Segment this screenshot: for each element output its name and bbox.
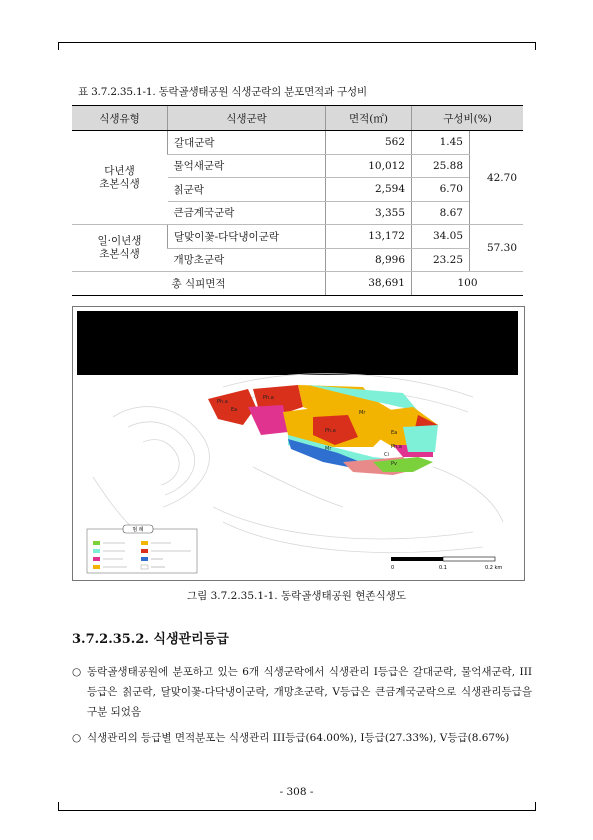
total-area: 38,691 bbox=[326, 272, 412, 296]
table-caption: 표 3.7.2.35.1-1. 동락골생태공원 식생군락의 분포면적과 구성비 bbox=[78, 86, 367, 98]
map-label-ph-a: Ph.a bbox=[217, 399, 228, 405]
bullet-icon: ○ bbox=[72, 666, 82, 678]
community-cell: 물억새군락 bbox=[168, 154, 326, 178]
page-number: - 308 - bbox=[279, 786, 314, 798]
scale-label-mid: 0.1 bbox=[439, 565, 447, 571]
map-label-ph-a: Ph.a bbox=[263, 395, 274, 401]
ratio-cell: 6.70 bbox=[412, 178, 470, 202]
area-cell: 3,355 bbox=[326, 201, 412, 225]
paragraph-1 bbox=[72, 662, 532, 722]
legend-swatch bbox=[141, 549, 148, 553]
header-type: 식생유형 bbox=[72, 106, 168, 131]
page-border-top bbox=[58, 42, 536, 43]
subtotal-cell: 57.30 bbox=[470, 225, 524, 272]
page-border-bottom-right bbox=[535, 802, 536, 810]
group-type: 다년생 초본식생 bbox=[72, 131, 168, 225]
legend-title: 범 례 bbox=[132, 527, 144, 533]
table-row bbox=[72, 131, 523, 155]
map-label-mr: Mr bbox=[325, 446, 332, 452]
ratio-cell: 25.88 bbox=[412, 154, 470, 178]
paragraph-text: 동락골생태공원에 분포하고 있는 6개 식생군락에서 식생관리 I등급은 갈대군락, 물억새군락, III등급은 칡군락, 달맞이꽃-다닥냉이군락, 개망초군락, V등급은 큰금계국군락으로 식생관리등급을 구분 되었음 bbox=[87, 666, 532, 718]
map-label-ea: Ea bbox=[391, 430, 398, 436]
ratio-cell: 8.67 bbox=[412, 201, 470, 225]
bullet-icon: ○ bbox=[72, 732, 82, 744]
page-border-left bbox=[58, 42, 59, 50]
vegetation-table bbox=[72, 105, 523, 296]
community-cell: 갈대군락 bbox=[168, 131, 326, 155]
section-title: 3.7.2.35.2. 식생관리등급 bbox=[72, 632, 229, 647]
table-row bbox=[72, 225, 523, 249]
area-cell: 10,012 bbox=[326, 154, 412, 178]
vegetation-map bbox=[72, 306, 525, 581]
figure-caption: 그림 3.7.2.35.1-1. 동락골생태공원 현존식생도 bbox=[186, 590, 406, 602]
area-cell: 562 bbox=[326, 131, 412, 155]
scale-bar bbox=[391, 557, 502, 571]
ratio-cell: 1.45 bbox=[412, 131, 470, 155]
legend-swatch bbox=[141, 541, 148, 545]
paragraph-text: 식생관리의 등급별 면적분포는 식생관리 III등급(64.00%), I등급(27.33%), V등급(8.67%) bbox=[87, 732, 510, 744]
header-ratio: 구성비(%) bbox=[412, 106, 524, 131]
page-border-bottom bbox=[58, 810, 536, 811]
map-label-pv: Pv bbox=[391, 461, 397, 467]
map-legend bbox=[87, 525, 197, 573]
legend-swatch bbox=[141, 557, 148, 561]
ratio-cell: 23.25 bbox=[412, 248, 470, 272]
community-cell: 개망초군락 bbox=[168, 248, 326, 272]
table-total-row bbox=[72, 272, 523, 296]
patch-ci-1 bbox=[248, 405, 288, 435]
map-label-mr: Mr bbox=[359, 410, 366, 416]
subtotal-cell: 42.70 bbox=[470, 131, 524, 225]
ratio-cell: 34.05 bbox=[412, 225, 470, 249]
scale-label-0: 0 bbox=[391, 565, 395, 571]
map-label-ph-a: Ph.a bbox=[391, 444, 402, 450]
map-drawing bbox=[73, 307, 524, 580]
table-header-row bbox=[72, 106, 523, 131]
page-border-bottom-left bbox=[58, 802, 59, 810]
legend-swatch bbox=[93, 541, 100, 545]
legend-swatch bbox=[93, 557, 100, 561]
total-ratio: 100 bbox=[412, 272, 524, 296]
legend-swatch bbox=[93, 565, 100, 569]
community-cell: 달맞이꽃-다닥냉이군락 bbox=[168, 225, 326, 249]
map-label-ea: Ea bbox=[231, 407, 238, 413]
area-cell: 13,172 bbox=[326, 225, 412, 249]
community-cell: 큰금계국군락 bbox=[168, 201, 326, 225]
map-label-ph-a: Ph.a bbox=[325, 428, 336, 434]
community-cell: 칡군락 bbox=[168, 178, 326, 202]
header-area: 면적(㎡) bbox=[326, 106, 412, 131]
group-type: 일·이년생 초본식생 bbox=[72, 225, 168, 272]
legend-swatch bbox=[141, 565, 148, 569]
scale-label-end: 0.2 km bbox=[485, 565, 503, 571]
map-label-ci: Ci bbox=[384, 452, 389, 458]
paragraph-2 bbox=[72, 728, 532, 748]
area-cell: 2,594 bbox=[326, 178, 412, 202]
area-cell: 8,996 bbox=[326, 248, 412, 272]
legend-swatch bbox=[93, 549, 100, 553]
page-border-right bbox=[535, 42, 536, 50]
total-label: 총 식피면적 bbox=[72, 272, 326, 296]
patch-mr-5 bbox=[403, 425, 438, 452]
header-community: 식생군락 bbox=[168, 106, 326, 131]
